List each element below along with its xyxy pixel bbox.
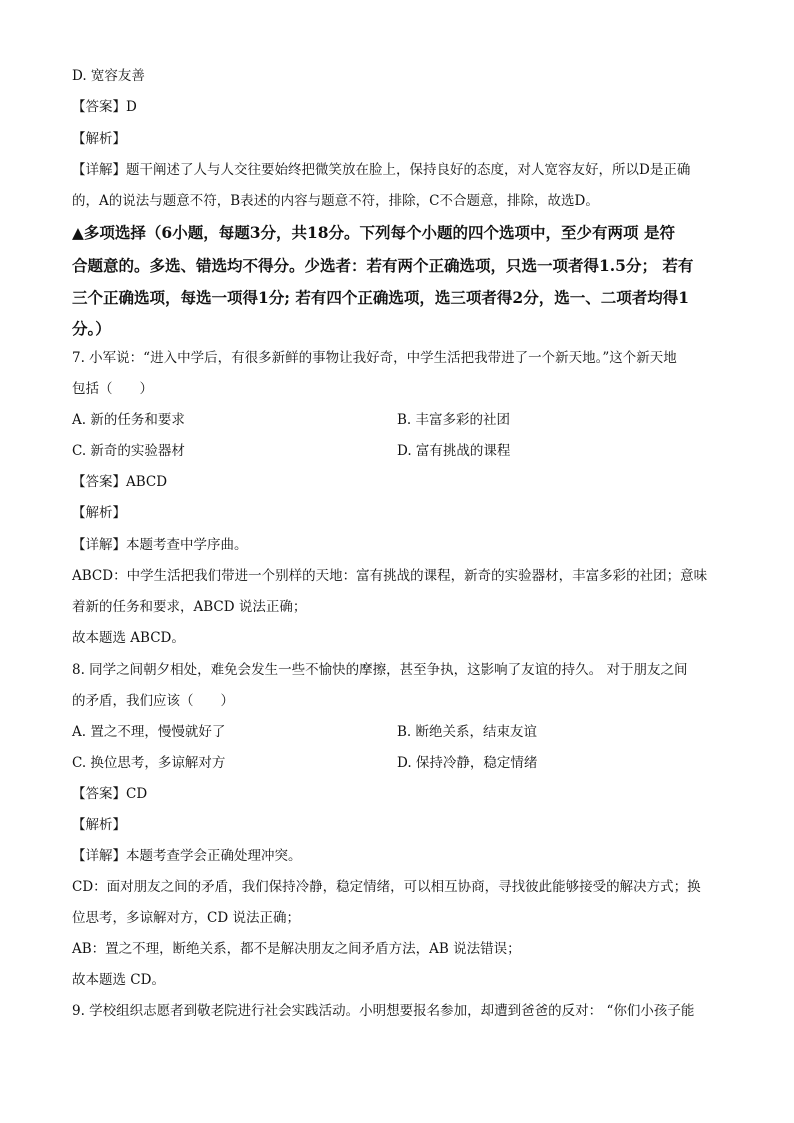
q7-analysis-label: 【解析】 — [72, 505, 126, 521]
q8-analysis-label: 【解析】 — [72, 817, 126, 833]
q7-stem-line-1: 7. 小军说：“进入中学后，有很多新鲜的事物让我好奇，中学生活把我带进了一个新天地。”这个新天地 — [72, 350, 677, 366]
q8-option-a: A. 置之不理，慢慢就好了 — [72, 724, 226, 740]
q8-stem-line-2: 的矛盾，我们应该（ ） — [72, 693, 234, 709]
q6-answer: 【答案】D — [72, 99, 137, 115]
q6-detail-line-1: 【详解】题干阐述了人与人交往要始终把微笑放在脸上，保持良好的态度，对人宽容友好，所以D是正确 — [72, 162, 691, 178]
q8-conclusion: 故本题选 CD。 — [72, 972, 165, 988]
section-heading-line-3: 三个正确选项，每选一项得1分; 若有四个正确选项，选三项者得2分，选一、二项者均得1 — [72, 288, 689, 307]
q9-stem-line-1: 9. 学校组织志愿者到敬老院进行社会实践活动。小明想要报名参加，却遭到爸爸的反对： “你们小孩子能 — [72, 1003, 695, 1019]
q7-option-d: D. 富有挑战的课程 — [397, 443, 511, 459]
section-heading-line-1: ▲多项选择（6小题，每题3分，共18分。下列每个小题的四个选项中，至少有两项 是符 — [72, 223, 675, 242]
q8-explain-line-2: 位思考，多谅解对方，CD 说法正确； — [72, 910, 300, 926]
section-heading-line-2: 合题意的。多选、错选均不得分。少选者：若有两个正确选项，只选一项者得1.5分； 若有 — [72, 256, 694, 275]
q8-options-row-1 — [72, 722, 724, 742]
q6-detail-line-2: 的，A的说法与题意不符，B表述的内容与题意不符，排除，C不合题意，排除，故选D。 — [72, 193, 599, 209]
q8-stem-line-1: 8. 同学之间朝夕相处，难免会发生一些不愉快的摩擦，甚至争执，这影响了友谊的持久。 对于朋友之间 — [72, 662, 688, 678]
q6-option-d: D. 宽容友善 — [72, 68, 145, 84]
q7-option-b: B. 丰富多彩的社团 — [397, 412, 511, 428]
q8-option-c: C. 换位思考，多谅解对方 — [72, 755, 226, 771]
q7-conclusion: 故本题选 ABCD。 — [72, 630, 185, 646]
q8-explain-line-3: AB：置之不理，断绝关系，都不是解决朋友之间矛盾方法，AB 说法错误； — [72, 941, 521, 957]
q6-analysis-label: 【解析】 — [72, 131, 126, 147]
q7-options-row-1 — [72, 410, 724, 430]
q8-detail: 【详解】本题考查学会正确处理冲突。 — [72, 848, 302, 864]
q7-option-a: A. 新的任务和要求 — [72, 412, 185, 428]
q7-answer: 【答案】ABCD — [72, 474, 168, 490]
q8-options-row-2 — [72, 753, 724, 773]
q8-explain-line-1: CD：面对朋友之间的矛盾，我们保持冷静，稳定情绪，可以相互协商，寻找彼此能够接受的解决方式；换 — [72, 879, 701, 895]
q7-option-c: C. 新奇的实验器材 — [72, 443, 185, 459]
q8-answer: 【答案】CD — [72, 786, 148, 802]
q7-stem-line-2: 包括（ ） — [72, 381, 153, 397]
q7-detail: 【详解】本题考查中学序曲。 — [72, 537, 248, 553]
q7-explain-line-1: ABCD：中学生活把我们带进一个别样的天地：富有挑战的课程，新奇的实验器材，丰富多彩的社团；意味 — [72, 568, 708, 584]
q7-explain-line-2: 着新的任务和要求，ABCD 说法正确； — [72, 599, 307, 615]
section-heading-line-4: 分。） — [72, 319, 111, 338]
q8-option-d: D. 保持冷静，稳定情绪 — [397, 755, 538, 771]
q8-option-b: B. 断绝关系，结束友谊 — [397, 724, 538, 740]
q7-options-row-2 — [72, 441, 724, 461]
